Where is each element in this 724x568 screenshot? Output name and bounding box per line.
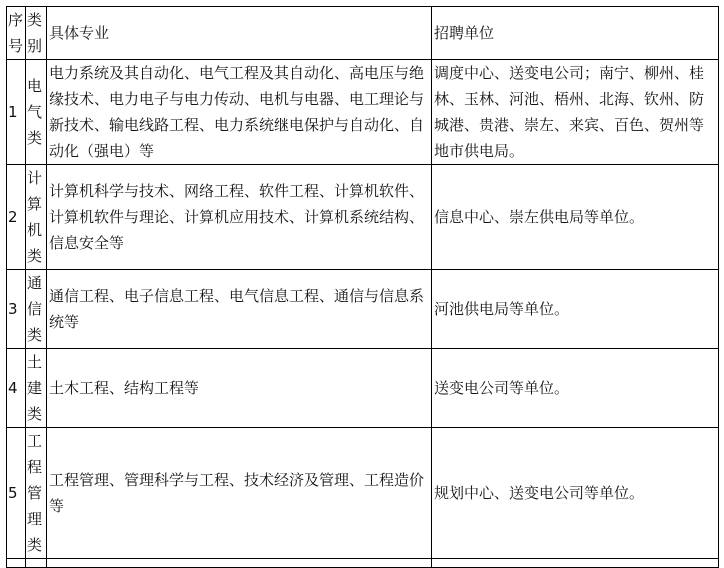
header-specialty: 具体专业 xyxy=(47,7,432,60)
table-row xyxy=(7,60,719,165)
row-units: 规划中心、送变电公司等单位。 xyxy=(432,428,719,559)
table-row xyxy=(7,165,719,270)
row-category: 工程管理类 xyxy=(26,428,47,559)
row-units: 河池供电局等单位。 xyxy=(432,270,719,349)
recruitment-table xyxy=(6,6,719,568)
row-specialty: 工程管理、管理科学与工程、技术经济及管理、工程造价等 xyxy=(47,428,432,559)
table-header-row xyxy=(7,7,719,60)
row-no-empty xyxy=(7,559,26,568)
row-no: 3 xyxy=(7,270,26,349)
row-no: 4 xyxy=(7,349,26,428)
header-units: 招聘单位 xyxy=(432,7,719,60)
row-units: 调度中心、送变电公司；南宁、柳州、桂林、玉林、河池、梧州、北海、钦州、防城港、贵港、崇左、来宾、百色、贺州等地市供电局。 xyxy=(432,60,719,165)
row-category: 计算机类 xyxy=(26,165,47,270)
row-specialty: 电力系统及其自动化、电气工程及其自动化、高电压与绝缘技术、电力电子与电力传动、电机与电器、电工理论与新技术、输电线路工程、电力系统继电保护与自动化、自动化（强电）等 xyxy=(47,60,432,165)
header-category: 类别 xyxy=(26,7,47,60)
row-units-empty xyxy=(432,559,719,568)
row-units: 送变电公司等单位。 xyxy=(432,349,719,428)
row-specialty: 通信工程、电子信息工程、电气信息工程、通信与信息系统等 xyxy=(47,270,432,349)
row-specialty-empty xyxy=(47,559,432,568)
table-row xyxy=(7,428,719,559)
row-no: 1 xyxy=(7,60,26,165)
row-units: 信息中心、崇左供电局等单位。 xyxy=(432,165,719,270)
row-category-empty xyxy=(26,559,47,568)
table-row-partial xyxy=(7,559,719,568)
row-no: 5 xyxy=(7,428,26,559)
table-row xyxy=(7,349,719,428)
row-specialty: 土木工程、结构工程等 xyxy=(47,349,432,428)
header-no: 序号 xyxy=(7,7,26,60)
row-category: 通信类 xyxy=(26,270,47,349)
row-specialty: 计算机科学与技术、网络工程、软件工程、计算机软件、计算机软件与理论、计算机应用技术、计算机系统结构、信息安全等 xyxy=(47,165,432,270)
row-category: 土建类 xyxy=(26,349,47,428)
row-category: 电气类 xyxy=(26,60,47,165)
table-row xyxy=(7,270,719,349)
row-no: 2 xyxy=(7,165,26,270)
